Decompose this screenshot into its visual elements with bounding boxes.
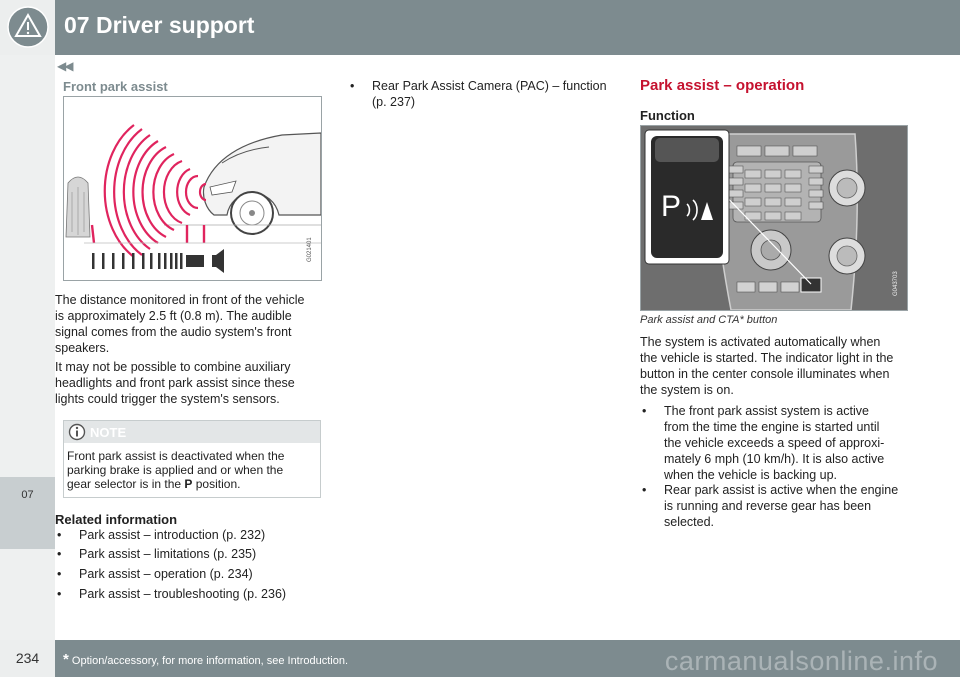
text-line: The distance monitored in front of the vehicle <box>55 293 305 307</box>
text-fragment: position. <box>192 477 241 491</box>
text-line: It may not be possible to combine auxiliary <box>55 360 291 374</box>
gear-position-p: P <box>184 477 193 491</box>
front-park-assist-illustration <box>64 97 321 280</box>
bullet: • <box>57 528 62 542</box>
bullet: • <box>57 587 62 601</box>
text-line: parking brake is applied and or when the <box>67 463 284 477</box>
note-header <box>64 421 320 443</box>
page-number: 234 <box>15 650 40 666</box>
signal-waves <box>105 125 206 257</box>
related-link-text <box>372 78 607 110</box>
related-link-text: Park assist – operation (p. 234) <box>79 567 253 581</box>
list-item <box>642 482 917 532</box>
related-link-text: Park assist – troubleshooting (p. 236) <box>79 587 287 601</box>
park-assist-button-figure <box>640 125 908 311</box>
list-item-text <box>664 482 898 530</box>
bullet: • <box>642 404 647 418</box>
text-line: from the time the engine is started until <box>664 420 880 434</box>
figure-code: G043703 <box>893 271 899 296</box>
header-icon-box <box>0 0 55 55</box>
section-heading-front-park-assist: Front park assist <box>63 79 168 94</box>
related-link[interactable] <box>57 527 327 543</box>
related-link-text: Park assist – introduction (p. 232) <box>79 528 266 542</box>
related-link-text: Park assist – limitations (p. 235) <box>79 547 257 561</box>
text-line: The system is activated automatically when <box>640 335 881 349</box>
bullet: • <box>642 483 647 497</box>
page-header <box>0 0 960 55</box>
distance-scale <box>92 249 224 273</box>
related-link[interactable] <box>350 78 620 112</box>
text-line <box>67 477 317 491</box>
text-line: Rear Park Assist Camera (PAC) – function <box>372 79 607 93</box>
distance-paragraph <box>55 292 325 356</box>
page-title: 07 Driver support <box>64 12 255 38</box>
text-line: Front park assist is deactivated when the <box>67 449 285 463</box>
chapter-sidebar <box>0 55 55 640</box>
text-line: (p. 237) <box>372 95 416 109</box>
page-footer <box>0 640 960 677</box>
list-item-text <box>664 403 884 483</box>
center-console-illustration <box>641 126 907 310</box>
text-line: mately 6 mph (10 km/h). It is also active <box>664 452 885 466</box>
text-line: the system is on. <box>640 383 734 397</box>
text-line: is approximately 2.5 ft (0.8 m). The audible <box>55 309 292 323</box>
text-line: button in the center console illuminates when <box>640 367 890 381</box>
chapter-number: 07 <box>21 489 34 501</box>
function-subheading: Function <box>640 108 695 123</box>
figure-code: G021401 <box>307 237 313 262</box>
note-title: NOTE <box>90 425 127 440</box>
footnote-star: * <box>63 651 69 668</box>
text-line: is running and reverse gear has been <box>664 499 872 513</box>
note-box <box>63 420 321 498</box>
section-heading-park-assist-operation: Park assist – operation <box>640 77 805 94</box>
related-link[interactable] <box>57 546 327 562</box>
bullet: • <box>350 79 355 93</box>
text-line: lights could trigger the system's sensors. <box>55 392 280 406</box>
bullet: • <box>57 547 62 561</box>
watermark: carmanualsonline.info <box>664 646 938 676</box>
related-link[interactable] <box>57 566 327 582</box>
warning-triangle-icon <box>4 3 52 51</box>
note-text <box>67 449 317 491</box>
text-fragment: gear selector is in the <box>67 477 185 491</box>
chapter-tab[interactable] <box>0 477 55 549</box>
text-line: The front park assist system is active <box>664 404 869 418</box>
related-information-heading: Related information <box>55 512 178 527</box>
figure-caption: Park assist and CTA* button <box>640 314 778 326</box>
page-number-box <box>0 640 55 677</box>
front-park-assist-figure <box>63 96 322 281</box>
text-line: selected. <box>664 515 715 529</box>
previous-page-link[interactable]: ◀◀ <box>57 59 72 73</box>
text-line: speakers. <box>55 341 110 355</box>
bullet: • <box>57 567 62 581</box>
text-line: when the vehicle is backing up. <box>664 468 838 482</box>
headlights-paragraph <box>55 359 325 407</box>
park-assist-p-glyph: P <box>661 190 682 223</box>
info-icon <box>68 423 86 441</box>
footnote-text: Option/accessory, for more information, see Introduction. <box>68 655 349 667</box>
text-line: the vehicle exceeds a speed of approxi- <box>664 436 885 450</box>
list-item <box>642 403 917 485</box>
related-link[interactable] <box>57 586 327 602</box>
activation-paragraph <box>640 334 915 398</box>
text-line: signal comes from the audio system's front <box>55 325 292 339</box>
footnote <box>63 651 348 668</box>
text-line: headlights and front park assist since these <box>55 376 295 390</box>
text-line: Rear park assist is active when the engine <box>664 483 899 497</box>
text-line: the vehicle is started. The indicator light in the <box>640 351 894 365</box>
